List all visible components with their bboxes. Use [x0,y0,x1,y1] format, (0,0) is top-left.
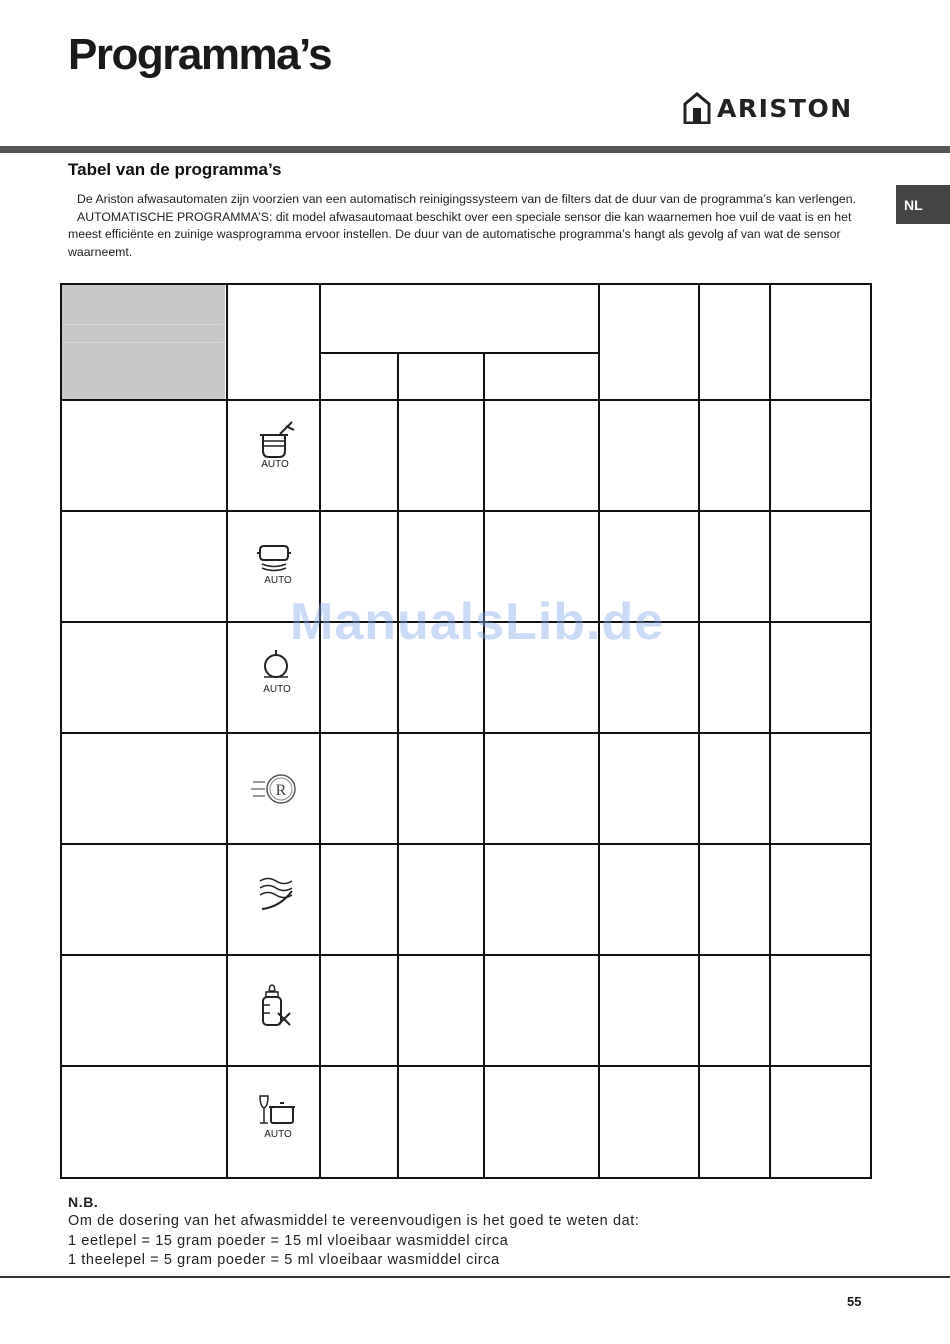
intro-paragraph-auto: AUTOMATISCHE PROGRAMMA’S: dit model afwasautomaat beschikt over een speciale sensor die kan waarnemen hoe vuil de vaat is en het meest efficiënte en zuinige wasprogramma ervoor instellen. De duur van de automatische programma’s hangt als gevolg af van wat de sensor waarneemt. [68,209,852,259]
auto-label: AUTO [261,459,289,470]
table-column-divider [319,283,321,1179]
bowl-auto-icon [250,646,300,700]
table-column-divider [598,283,600,1179]
brand-logo [683,92,853,124]
header-cell-line [62,324,222,325]
intro-text [68,191,880,261]
section-title: Tabel van de programma’s [68,160,282,179]
note-line: 1 eetlepel = 15 gram poeder = 15 ml vloeibaar wasmiddel circa [68,1232,509,1249]
table-column-divider [397,353,399,1179]
note-title: N.B. [68,1194,99,1210]
page-number: 55 [847,1294,862,1309]
intro-paragraph-filters: De Ariston afwasautomaten zijn voorzien van een automatisch reinigingssysteem van de filters dat de duur van de programma’s kan verlengen. [77,192,857,206]
language-tab: NL [896,185,950,224]
footer-rule [0,1276,950,1278]
glass-pot-auto-icon [250,1093,300,1147]
table-row-divider [60,510,872,512]
table-column-divider [698,283,700,1179]
table-row-divider [60,732,872,734]
baby-bottle-icon [250,983,300,1037]
dosage-note [68,1193,880,1270]
note-line: Om de dosering van het afwasmiddel te vereenvoudigen is het goed te weten dat: [68,1213,640,1230]
page-title: Programma’s [68,30,332,79]
note-line: 1 theelepel = 5 gram poeder = 5 ml vloeibaar wasmiddel circa [68,1251,500,1268]
pot-auto-icon [250,420,300,474]
pan-auto-icon [250,535,300,589]
table-subheader-divider [319,352,600,354]
auto-label: AUTO [264,575,292,586]
auto-label: AUTO [263,684,291,695]
rapid-r-icon [250,762,300,816]
table-column-divider [226,283,228,1179]
auto-label: AUTO [264,1129,292,1140]
table-column-divider [483,353,485,1179]
watermark: ManualsLib.de [290,593,665,651]
rapid-letter: R [275,782,287,799]
program-table [60,283,872,1179]
table-row-divider [60,843,872,845]
table-row-divider [60,399,872,401]
ariston-house-icon [683,92,711,124]
header-rule [0,146,950,153]
brand-name: ARISTON [717,93,853,123]
rinse-icon [250,873,300,927]
table-row-divider [60,954,872,956]
table-row-divider [60,1065,872,1067]
header-cell-line [62,342,222,343]
table-column-divider [769,283,771,1179]
